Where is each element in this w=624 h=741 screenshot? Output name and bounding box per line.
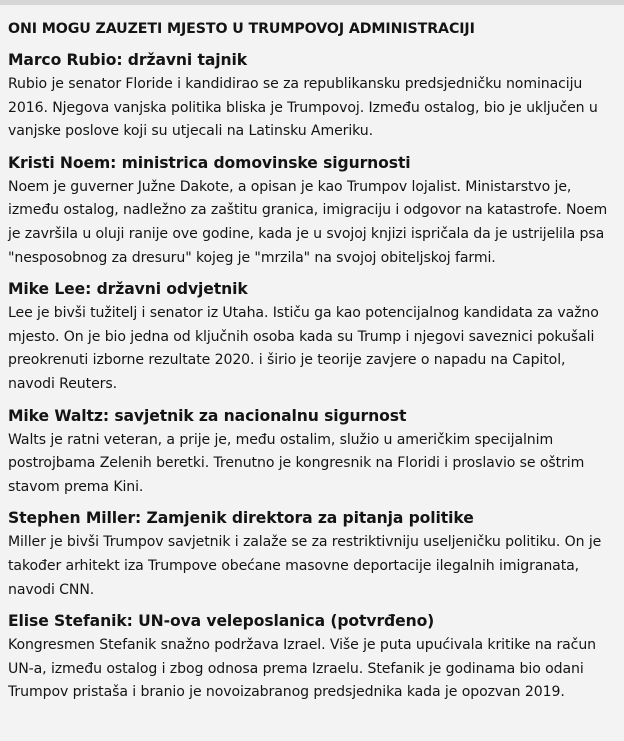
item-text: Miller je bivši Trumpov savjetnik i zalaže se za restriktivniju useljeničku politiku. On je također arhitekt iza Trumpove obećane masovne deportacije ilegalnih imigranata, navodi CNN. (8, 534, 602, 598)
item-text: Lee je bivši tužitelj i senator iz Utaha. Ističu ga kao potencijalnog kandidata za važno mjesto. On je bio jedna od ključnih osoba kada su Trump i njegovi saveznici pokušali preokrenuti izborne rezultate 2020. i širio je teorije zavjere o napadu na Capitol, navodi Reuters. (8, 305, 599, 392)
list-item-waltz (8, 404, 616, 500)
item-text: Kongresmen Stefanik snažno podržava Izrael. Više je puta upućivala kritike na račun UN-a, između ostalog i zbog odnosa prema Izraelu. Stefanik je godinama bio odani Trumpov pristaša i branio je novoizabranog predsjednika kada je opozvan 2019. (8, 637, 596, 701)
section-heading: ONI MOGU ZAUZETI MJESTO U TRUMPOVOJ ADMINISTRACIJI (8, 21, 475, 37)
item-title: Elise Stefanik: UN-ova veleposlanica (potvrđeno) (8, 612, 435, 631)
item-title: Marco Rubio: državni tajnik (8, 51, 248, 69)
list-item-miller (8, 506, 616, 602)
list-item-stefanik (8, 609, 616, 705)
list-item-rubio (8, 48, 616, 144)
item-text: Noem je guverner Južne Dakote, a opisan je kao Trumpov lojalist. Ministarstvo je, između ostalog, nadležno za zaštitu granica, imigraciju i odgovor na katastrofe. Noem je završila u oluji ranije ove godine, kada je u svojoj knjizi ispričala da je ustrijelila psa "nesposobnog za dresuru" kojeg je "mrzila" na svojoj obiteljskoj farmi. (8, 178, 608, 266)
item-text: Walts je ratni veteran, a prije je, među ostalim, služio u američkim specijalnim postrojbama Zelenih beretki. Trenutno je kongresnik na Floridi i proslavio se oštrim stavom prema Kini. (8, 431, 585, 495)
top-divider (0, 0, 624, 5)
list-item-noem (8, 151, 616, 270)
item-title: Mike Lee: državni odvjetnik (8, 280, 248, 299)
list-item-lee (8, 277, 616, 396)
item-title: Kristi Noem: ministrica domovinske sigurnosti (8, 153, 411, 172)
item-title: Stephen Miller: Zamjenik direktora za pitanja politike (8, 509, 474, 528)
article-body (8, 17, 616, 705)
item-text: Rubio je senator Floride i kandidirao se za republikansku predsjedničku nominaciju 2016. Njegova vanjska politika bliska je Trumpovoj. Između ostalog, bio je uključen u vanjske poslove koji su utjecali na Latinsku Ameriku. (8, 76, 598, 140)
item-title: Mike Waltz: savjetnik za nacionalnu sigurnost (8, 406, 407, 425)
